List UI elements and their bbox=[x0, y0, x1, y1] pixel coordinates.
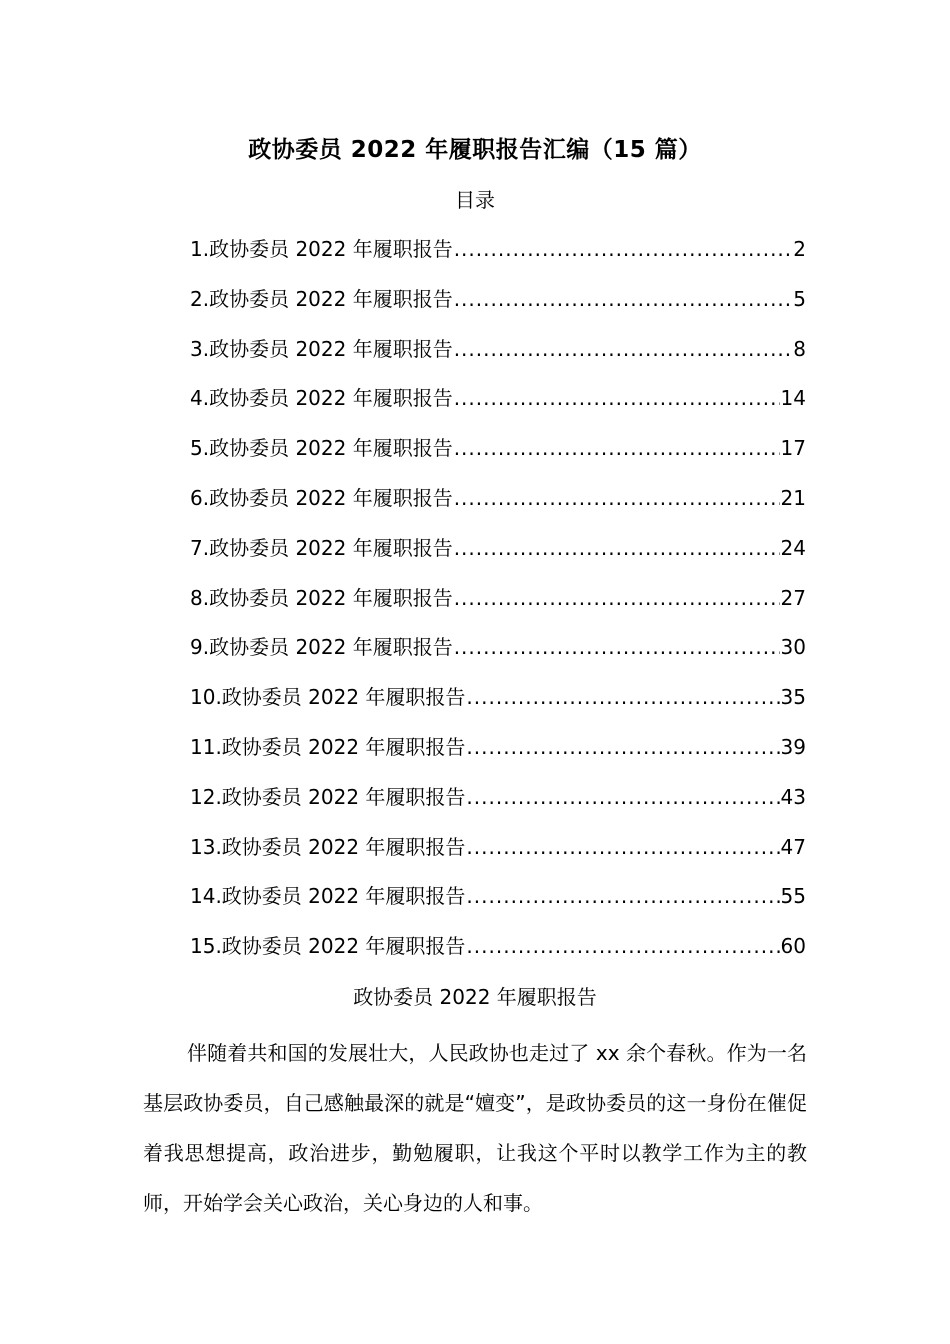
toc-entry[interactable] bbox=[190, 531, 806, 581]
toc-entry-label: 13.政协委员 2022 年履职报告 bbox=[190, 834, 466, 859]
toc-entry-label: 12.政协委员 2022 年履职报告 bbox=[190, 784, 466, 809]
toc-entry-label: 14.政协委员 2022 年履职报告 bbox=[190, 884, 466, 909]
toc-entry[interactable] bbox=[190, 929, 806, 979]
toc-entry-page: 60 bbox=[780, 934, 806, 959]
toc-entry-label: 8.政协委员 2022 年履职报告 bbox=[190, 585, 453, 610]
toc-leader-dots bbox=[466, 830, 779, 864]
toc-entry-page: 21 bbox=[780, 485, 806, 510]
toc-entry[interactable] bbox=[190, 630, 806, 680]
toc-leader-dots bbox=[466, 929, 779, 963]
toc-entry[interactable] bbox=[190, 730, 806, 780]
toc-leader-dots bbox=[454, 481, 780, 515]
toc-entry[interactable] bbox=[190, 830, 806, 880]
toc-leader-dots bbox=[466, 680, 779, 714]
toc-entry-label: 7.政协委员 2022 年履职报告 bbox=[190, 535, 453, 560]
toc-entry[interactable] bbox=[190, 332, 806, 382]
toc-entry-page: 55 bbox=[780, 884, 806, 909]
toc-entry[interactable] bbox=[190, 381, 806, 431]
toc-entry-label: 6.政协委员 2022 年履职报告 bbox=[190, 485, 453, 510]
toc-entry-page: 24 bbox=[780, 535, 806, 560]
toc-entry-label: 5.政协委员 2022 年履职报告 bbox=[190, 436, 453, 461]
table-of-contents bbox=[190, 232, 806, 979]
toc-entry-label: 3.政协委员 2022 年履职报告 bbox=[190, 336, 453, 361]
toc-entry-page: 39 bbox=[780, 734, 806, 759]
toc-entry[interactable] bbox=[190, 232, 806, 282]
toc-entry-label: 15.政协委员 2022 年履职报告 bbox=[190, 934, 466, 959]
toc-entry[interactable] bbox=[190, 481, 806, 531]
toc-leader-dots bbox=[466, 780, 779, 814]
toc-leader-dots bbox=[454, 431, 780, 465]
toc-leader-dots bbox=[454, 232, 793, 266]
toc-leader-dots bbox=[454, 630, 780, 664]
body-paragraph: 伴随着共和国的发展壮大，人民政协也走过了 xx 余个春秋。作为一名基层政协委员，自己感触最深的就是“嬗变”，是政协委员的这一身份在催促着我思想提高，政治进步，勤勉履职，让我这个平时以教学工作为主的教师，开始学会关心政治，关心身边的人和事。 bbox=[143, 1041, 807, 1215]
toc-leader-dots bbox=[454, 531, 780, 565]
toc-entry-page: 30 bbox=[780, 635, 806, 660]
toc-entry-page: 8 bbox=[793, 336, 806, 361]
toc-entry-label: 4.政协委员 2022 年履职报告 bbox=[190, 386, 453, 411]
toc-leader-dots bbox=[454, 581, 780, 615]
toc-entry-page: 27 bbox=[780, 585, 806, 610]
toc-leader-dots bbox=[454, 332, 793, 366]
toc-leader-dots bbox=[454, 282, 793, 316]
toc-entry[interactable] bbox=[190, 581, 806, 631]
toc-entry-label: 9.政协委员 2022 年履职报告 bbox=[190, 635, 453, 660]
toc-entry[interactable] bbox=[190, 879, 806, 929]
section-title: 政协委员 2022 年履职报告 bbox=[353, 985, 597, 1009]
toc-leader-dots bbox=[466, 879, 779, 913]
toc-entry-page: 14 bbox=[780, 386, 806, 411]
toc-entry-page: 47 bbox=[780, 834, 806, 859]
toc-leader-dots bbox=[466, 730, 779, 764]
toc-entry[interactable] bbox=[190, 680, 806, 730]
toc-entry-page: 43 bbox=[780, 784, 806, 809]
toc-entry[interactable] bbox=[190, 780, 806, 830]
toc-heading: 目录 bbox=[455, 188, 495, 212]
toc-entry[interactable] bbox=[190, 431, 806, 481]
toc-entry-page: 17 bbox=[780, 436, 806, 461]
document-title: 政协委员 2022 年履职报告汇编（15 篇） bbox=[248, 137, 702, 163]
toc-entry-label: 10.政协委员 2022 年履职报告 bbox=[190, 685, 466, 710]
toc-entry-page: 35 bbox=[780, 685, 806, 710]
toc-entry-label: 2.政协委员 2022 年履职报告 bbox=[190, 286, 453, 311]
toc-entry-label: 1.政协委员 2022 年履职报告 bbox=[190, 237, 453, 261]
toc-entry[interactable] bbox=[190, 282, 806, 332]
toc-entry-page: 5 bbox=[793, 286, 806, 311]
toc-entry-label: 11.政协委员 2022 年履职报告 bbox=[190, 734, 466, 759]
toc-leader-dots bbox=[454, 381, 780, 415]
toc-entry-page: 2 bbox=[793, 237, 806, 261]
